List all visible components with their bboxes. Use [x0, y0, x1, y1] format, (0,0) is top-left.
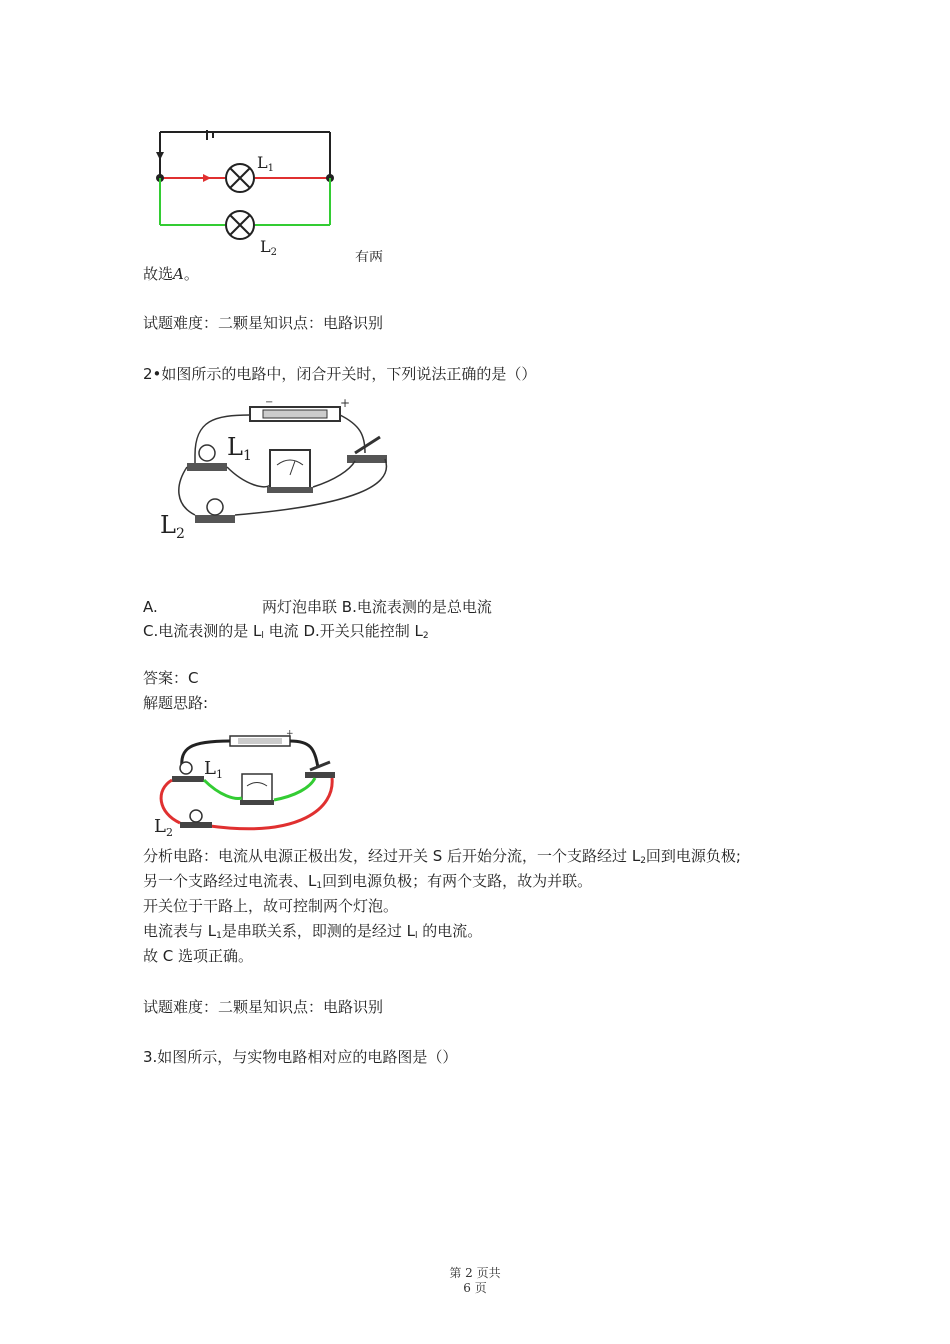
figure-physical-circuit: [155, 395, 405, 540]
q2-option-a-text: 两灯泡串联 B.电流表测的是总电流: [262, 598, 492, 616]
q2-analysis-line1: 分析电路：电流从电源正极出发，经过开关 S 后开始分流，一个支路经过 $L_2$回到电源负极;: [143, 847, 741, 866]
q2-answer: 答案：C: [143, 669, 199, 687]
q2-stem: 2•如图所示的电路中，闭合开关时，下列说法正确的是（）: [143, 365, 537, 383]
q2-analysis-line5: 故 C 选项正确。: [143, 947, 254, 965]
q2-solution-title: 解题思路:: [143, 694, 209, 712]
footer-line1: 第 2 页共: [449, 1266, 501, 1280]
solution-circuit-diagram: [150, 728, 350, 840]
fig1-l2-label: L2: [260, 237, 277, 258]
q1-conclusion: 故选A。: [143, 265, 199, 283]
fig3-l2-label: $L_2$: [154, 816, 173, 839]
svg-text:−: −: [265, 397, 274, 408]
q2-meta: 试题难度：二颗星知识点：电路识别: [143, 998, 384, 1016]
q3-stem: 3.如图所示，与实物电路相对应的电路图是（）: [143, 1048, 458, 1066]
q2-analysis-line4: 电流表与 $L_1$是串联关系，即测的是经过 $L_l$ 的电流。: [143, 922, 483, 941]
fig3-l1-label: $L_1$: [204, 758, 223, 781]
fig2-l1-label: $L_1$: [227, 433, 252, 464]
figure-schematic-partial: [145, 130, 385, 262]
svg-text:+: +: [340, 396, 351, 410]
figure-solution-circuit: [150, 728, 350, 840]
footer-line2: 6 页: [463, 1281, 487, 1295]
physical-circuit-diagram: [155, 395, 405, 540]
svg-text:+: +: [286, 729, 294, 739]
q2-analysis-line2: 另一个支路经过电流表、$L_1$回到电源负极；有两个支路，故为并联。: [143, 872, 593, 891]
q1-meta: 试题难度：二颗星知识点：电路识别: [143, 314, 384, 332]
q2-option-b: B.电流表测的是总电流: [341, 598, 492, 616]
q2-analysis-line3: 开关位于干路上，故可控制两个灯泡。: [143, 897, 399, 915]
page-footer: [0, 1266, 950, 1296]
q2-option-c-d: C.电流表测的是 $L_l$ 电流 D.开关只能控制 $L_2$: [143, 622, 429, 641]
fig2-l2-label: $L_2$: [160, 511, 185, 540]
q2-option-a: A.: [143, 598, 158, 616]
schematic-diagram: [145, 130, 385, 262]
fig1-partial-caption: 有两: [355, 250, 383, 262]
fig1-l1-label: L1: [257, 153, 274, 174]
